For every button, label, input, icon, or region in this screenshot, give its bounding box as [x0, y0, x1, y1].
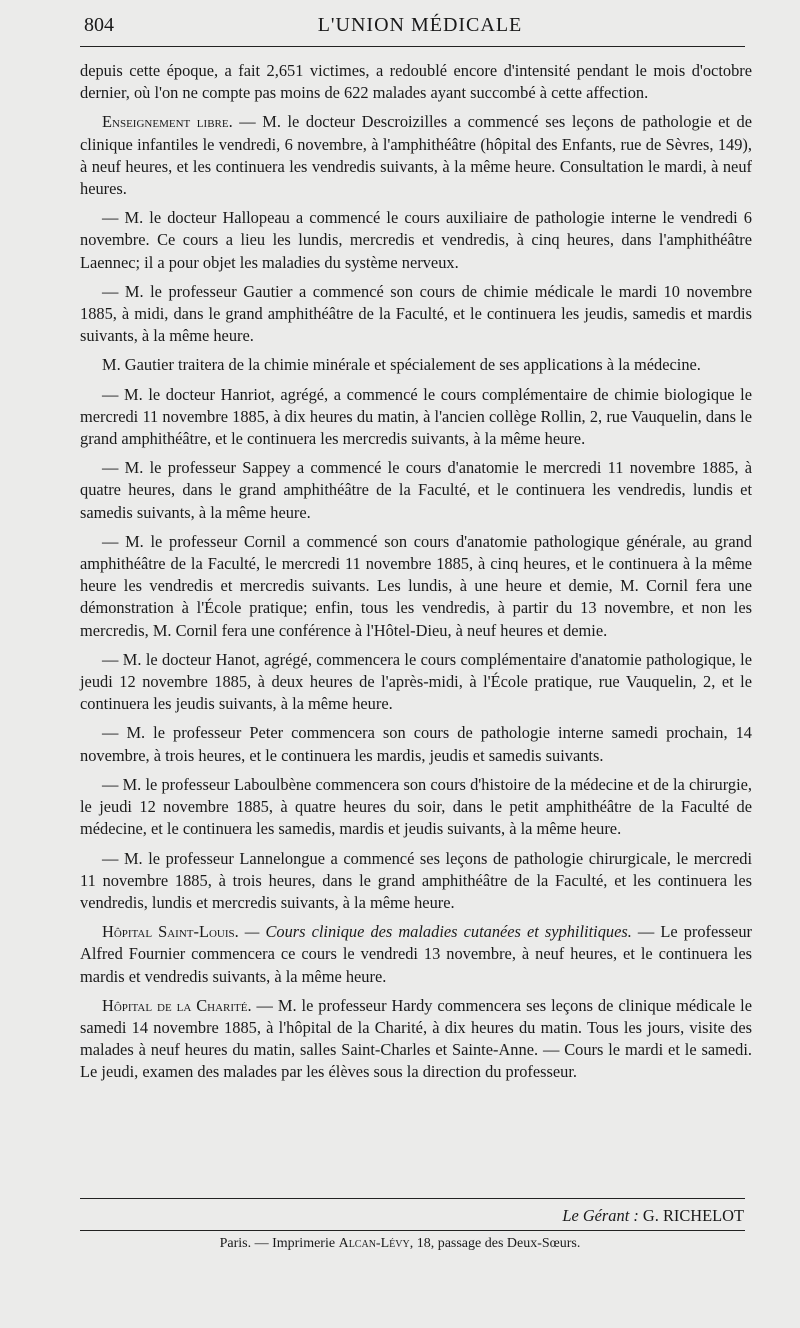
- article-body: [80, 60, 752, 1091]
- page-number: 804: [84, 14, 114, 36]
- paragraph: — M. le professeur Lannelongue a commencé ses leçons de pathologie chirurgicale, le mercredi 11 novembre 1885, à trois heures, dans le grand amphithéâtre de la Faculté, et les continuera les vendredis, lundis et mercredis suivants, à la même heure.: [80, 848, 752, 912]
- printer-line: Paris. — Imprimerie Alcan-Lévy, 18, passage des Deux-Sœurs.: [219, 1236, 581, 1251]
- running-title: L'UNION MÉDICALE: [317, 14, 523, 36]
- footer-rule-2: [80, 1230, 745, 1231]
- paragraph: Enseignement libre. — M. le docteur Descroizilles a commencé ses leçons de pathologie et de clinique infantiles le vendredi, 6 novembre, à l'amphithéâtre (hôpital des Enfants, rue de Sèvres, 149), à neuf heures, et les continuera les vendredis suivants, à la même heure. Consultation le mardi, à neuf heures.: [80, 112, 752, 199]
- paragraph: — M. le docteur Hanot, agrégé, commencera le cours complémentaire d'anatomie pathologique, le jeudi 12 novembre 1885, à deux heures de l'après-midi, à l'École pratique, rue Vauquelin, 2, et le continuera les jeudis suivants, à la même heure.: [80, 649, 752, 714]
- section-lead: Hôpital Saint-Louis.: [102, 922, 239, 942]
- paragraph: — M. le professeur Sappey a commencé le cours d'anatomie le mercredi 11 novembre 1885, à quatre heures, dans le grand amphithéâtre de la Faculté, et le continuera les vendredis, lundis et samedis suivants, à la même heure.: [80, 458, 752, 522]
- page-header: [80, 8, 760, 44]
- section-lead: Enseignement libre.: [102, 112, 233, 132]
- paragraph: — M. le docteur Hanriot, agrégé, a commencé le cours complémentaire de chimie biologique le mercredi 11 novembre 1885, à dix heures du matin, à l'ancien collège Rollin, 2, rue Vauquelin, dans le grand amphithéâtre, et le continuera les mercredis suivants, à la même heure.: [80, 384, 752, 449]
- paragraph: — M. le professeur Peter commencera son cours de pathologie interne samedi prochain, 14 novembre, à trois heures, et le continuera les mardis, jeudis et samedis suivants.: [80, 723, 752, 765]
- paragraph: Hôpital de la Charité. — M. le professeur Hardy commencera ses leçons de clinique médicale le samedi 14 novembre 1885, à l'hôpital de la Charité, à dix heures du matin. Tous les jours, visite des malades à neuf heures du matin, salles Saint-Charles et Sainte-Anne. — Cours le mardi et le samedi. Le jeudi, examen des malades par les élèves sous la direction du professeur.: [80, 995, 753, 1082]
- paragraph: — M. le professeur Laboulbène commencera son cours d'histoire de la médecine et de la chirurgie, le jeudi 12 novembre 1885, à quatre heures du soir, dans le petit amphithéâtre de la Faculté de médecine, et le continuera les samedis, mardis et jeudis suivants, à la même heure.: [80, 774, 752, 839]
- paragraph: — M. le docteur Hallopeau a commencé le cours auxiliaire de pathologie interne le vendredi 6 novembre. Ce cours a lieu les lundis, mercredis et vendredis, à cinq heures, dans l'amphithéâtre Laennec; il a pour objet les maladies du système nerveux.: [80, 208, 752, 272]
- paragraph: depuis cette époque, a fait 2,651 victimes, a redoublé encore d'intensité pendant le mois d'octobre dernier, où l'on ne compte pas moins de 622 malades ayant succombé à cette affection.: [80, 61, 752, 103]
- paragraph: Hôpital Saint-Louis. — Cours clinique des maladies cutanées et syphilitiques. — Le professeur Alfred Fournier commencera ce cours le vendredi 13 novembre, à neuf heures, et le continuera les mardis et vendredis suivants, à la même heure.: [80, 922, 752, 986]
- paragraph: M. Gautier traitera de la chimie minérale et spécialement de ses applications à la médecine.: [102, 355, 701, 375]
- header-rule: [80, 46, 745, 47]
- course-title: — Cours clinique des maladies cutanées et syphilitiques.: [238, 922, 632, 942]
- section-lead: Hôpital de la Charité.: [102, 995, 252, 1015]
- gerant-signature: Le Gérant : G. RICHELOT: [562, 1206, 744, 1225]
- footer-rule: [80, 1198, 745, 1199]
- paragraph: — M. le professeur Gautier a commencé son cours de chimie médicale le mardi 10 novembre 1885, à midi, dans le grand amphithéâtre de la Faculté, et le continuera les jeudis, samedis et mardis suivants, à la même heure.: [80, 281, 752, 346]
- paragraph: — M. le professeur Cornil a commencé son cours d'anatomie pathologique générale, au grand amphithéâtre de la Faculté, le mercredi 11 novembre 1885, à cinq heures, et le continuera à la même heure les vendredis et mercredis suivants. Les lundis, à une heure et demie, M. Cornil fera une démonstration à l'École pratique; enfin, tous les vendredis, à partir du 13 novembre, et non les mercredis, M. Cornil fera une conférence à l'Hôtel-Dieu, à neuf heures et demie.: [80, 531, 752, 640]
